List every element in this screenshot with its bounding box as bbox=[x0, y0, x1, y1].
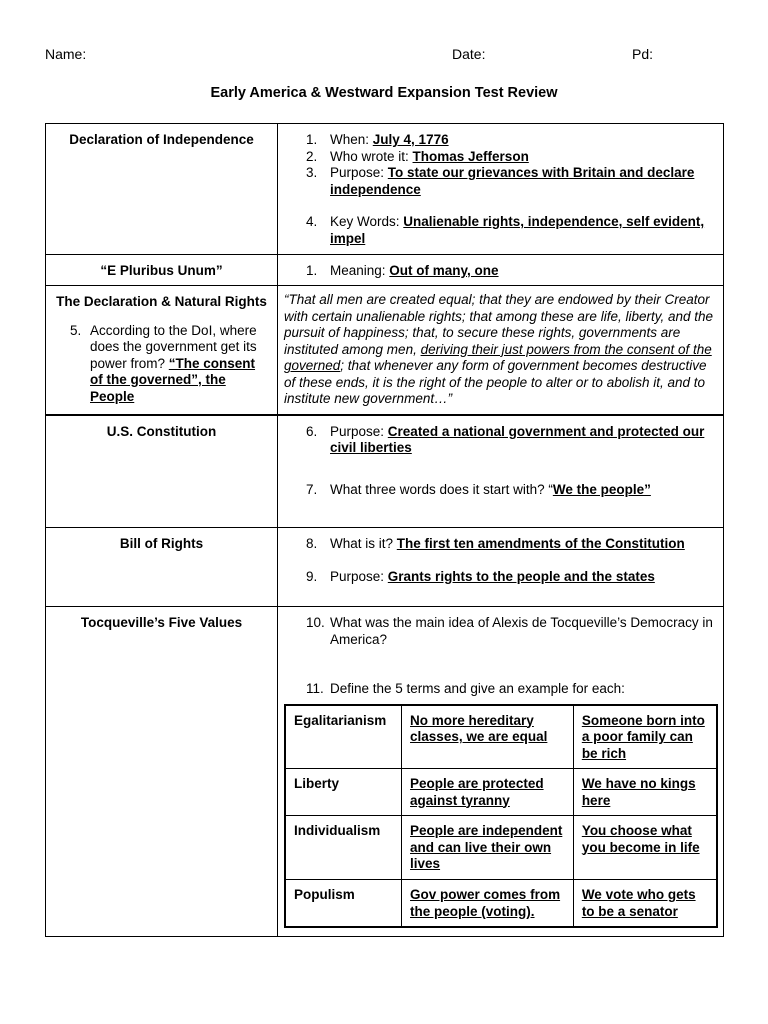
question-1: 1. When: July 4, 1776 bbox=[306, 132, 449, 147]
answer-7: We the people” bbox=[552, 481, 651, 497]
row-natural-rights bbox=[46, 286, 724, 415]
answer-5: “The consent of the governed”, the People bbox=[90, 355, 256, 404]
name-label: Name: bbox=[45, 46, 87, 62]
heading-natural-rights: The Declaration & Natural Rights bbox=[56, 294, 267, 309]
question-8: 8. What is it? The first ten amendments of the Constitution bbox=[306, 536, 685, 551]
answer-2: Thomas Jefferson bbox=[412, 148, 529, 164]
answer-3: To state our grievances with Britain and declare independence bbox=[330, 165, 695, 197]
values-table bbox=[284, 704, 718, 929]
row-tocqueville bbox=[46, 607, 724, 937]
values-row bbox=[285, 816, 717, 880]
heading-bill-of-rights: Bill of Rights bbox=[119, 536, 204, 551]
example-cell: You choose what you become in life bbox=[573, 816, 717, 880]
quote-underlined: deriving their just powers from the consent of the governed bbox=[284, 341, 712, 373]
heading-declaration: Declaration of Independence bbox=[69, 132, 254, 147]
values-row bbox=[285, 705, 717, 769]
definition-cell: Gov power comes from the people (voting). bbox=[402, 880, 574, 928]
declaration-quote: “That all men are created equal; that they are endowed by their Creator with certain unalienable rights; that among these are life, liberty, and the pursuit of happiness; that, to secure these rights, governments are instituted among men, deriving their just powers from the consent of the governed; that whenever any form of government becomes destructive of these ends, it is the right of the people to alter or to abolish it, and to institute new government…” bbox=[284, 292, 714, 406]
period-label: Pd: bbox=[632, 46, 654, 62]
question-9: 9. Purpose: Grants rights to the people and the states bbox=[306, 568, 655, 584]
answer-meaning: Out of many, one bbox=[389, 263, 499, 278]
question-3: 3. Purpose: To state our grievances with Britain and declare independence bbox=[306, 165, 695, 197]
answer-8: The first ten amendments of the Constitution bbox=[396, 536, 685, 551]
question-2: 2. Who wrote it: Thomas Jefferson bbox=[306, 148, 529, 164]
example-cell: We vote who gets to be a senator bbox=[573, 880, 717, 928]
question-10: 10. What was the main idea of Alexis de Tocqueville’s Democracy in America? bbox=[306, 615, 713, 647]
term-cell: Liberty bbox=[285, 769, 402, 816]
question-6: 6. Purpose: Created a national government and protected our civil liberties bbox=[306, 423, 705, 455]
row-bill-of-rights bbox=[46, 528, 724, 607]
page-title: Early America & Westward Expansion Test Review bbox=[210, 85, 558, 101]
question-7: 7. What three words does it start with? “We the people” bbox=[306, 481, 651, 497]
row-declaration bbox=[46, 124, 724, 255]
definition-cell: People are protected against tyranny bbox=[402, 769, 574, 816]
example-cell: We have no kings here bbox=[573, 769, 717, 816]
date-label: Date: bbox=[452, 46, 486, 62]
heading-constitution: U.S. Constitution bbox=[106, 423, 217, 439]
term-cell: Individualism bbox=[285, 816, 402, 880]
answer-6: Created a national government and protected our civil liberties bbox=[330, 423, 705, 455]
heading-pluribus: “E Pluribus Unum” bbox=[100, 263, 223, 278]
values-row bbox=[285, 769, 717, 816]
heading-tocqueville: Tocqueville’s Five Values bbox=[80, 615, 243, 630]
definition-cell: People are independent and can live their own lives bbox=[402, 816, 574, 880]
definition-cell: No more hereditary classes, we are equal bbox=[402, 705, 574, 769]
values-row bbox=[285, 880, 717, 928]
example-cell: Someone born into a poor family can be rich bbox=[573, 705, 717, 769]
answer-9: Grants rights to the people and the states bbox=[387, 568, 655, 584]
question-11: 11. Define the 5 terms and give an example for each: bbox=[306, 681, 625, 696]
review-table bbox=[45, 123, 724, 937]
answer-1: July 4, 1776 bbox=[372, 132, 449, 147]
answer-4: Unalienable rights, independence, self evident, impel bbox=[330, 214, 705, 246]
term-cell: Populism bbox=[285, 880, 402, 928]
row-pluribus bbox=[46, 255, 724, 286]
question-5: 5. According to the DoI, where does the government get its power from? “The consent of the governed”, the People bbox=[70, 322, 257, 404]
question-meaning: 1. Meaning: Out of many, one bbox=[306, 263, 499, 278]
row-constitution bbox=[46, 415, 724, 528]
question-4: 4. Key Words: Unalienable rights, independence, self evident, impel bbox=[306, 214, 705, 246]
term-cell: Egalitarianism bbox=[285, 705, 402, 769]
